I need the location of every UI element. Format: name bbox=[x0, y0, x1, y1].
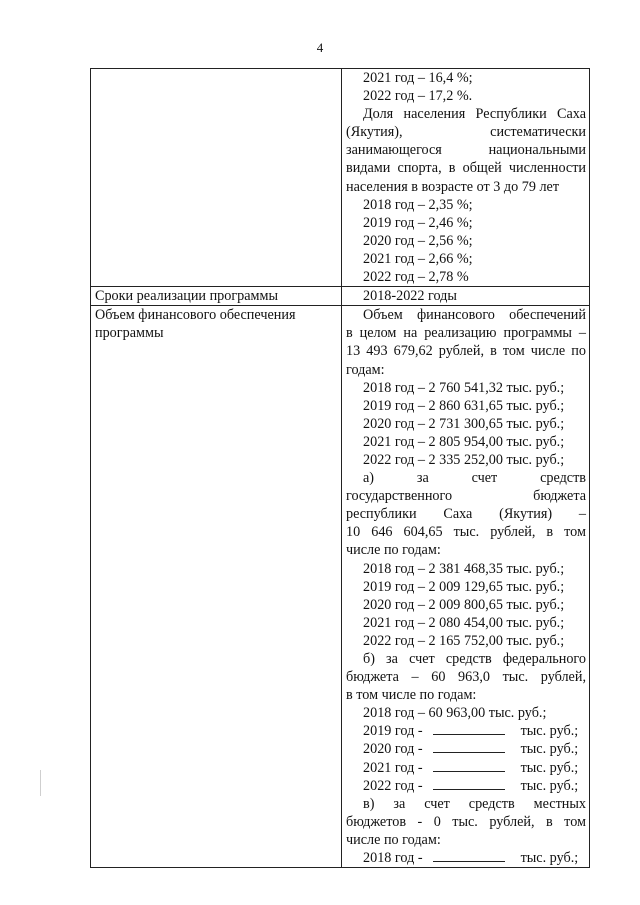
state-line: государственного бюджета bbox=[346, 488, 586, 505]
year-line: 2020 год – 2 009 800,65 тыс. руб.; bbox=[363, 596, 565, 613]
year-suffix: тыс. руб.; bbox=[520, 850, 579, 867]
indicator-line: 2022 год – 17,2 %. bbox=[363, 88, 473, 105]
total-line: в целом на реализацию программы – bbox=[346, 325, 586, 342]
table-row bbox=[91, 69, 590, 287]
total-line: 13 493 679,62 рублей, в том числе по bbox=[346, 343, 586, 360]
year-line: 2018 год – 60 963,00 тыс. руб.; bbox=[363, 705, 547, 722]
blank-underline bbox=[433, 849, 505, 862]
share-text-line: Доля населения Республики Саха bbox=[363, 106, 586, 123]
finance-value bbox=[342, 306, 590, 868]
year-suffix: тыс. руб.; bbox=[520, 777, 579, 794]
federal-line: в том числе по годам: bbox=[346, 687, 477, 704]
local-line: бюджетов - 0 тыс. рублей, в том bbox=[346, 813, 586, 830]
local-line: числе по годам: bbox=[346, 831, 441, 848]
blank-year-line bbox=[346, 759, 586, 777]
local-line: в) за счет средств местных bbox=[363, 795, 586, 812]
indicator-line: 2021 год – 16,4 %; bbox=[363, 70, 473, 86]
row-indicators-value bbox=[342, 69, 590, 287]
year-prefix: 2022 год - bbox=[363, 777, 423, 794]
year-line: 2018 год – 2 760 541,32 тыс. руб.; bbox=[363, 379, 565, 396]
terms-label: Сроки реализации программы bbox=[91, 287, 342, 306]
blank-underline bbox=[433, 777, 505, 790]
federal-line: бюджета – 60 963,0 тыс. рублей, bbox=[346, 669, 586, 686]
year-prefix: 2019 год - bbox=[363, 723, 423, 740]
blank-year-line bbox=[346, 722, 586, 740]
row-indicators-label bbox=[91, 69, 342, 287]
share-text-line: видами спорта, в общей численности bbox=[346, 160, 586, 177]
page-number: 4 bbox=[316, 40, 324, 55]
year-prefix: 2018 год - bbox=[363, 850, 423, 867]
share-text-line: занимающегося национальными bbox=[346, 142, 586, 159]
blank-underline bbox=[433, 722, 505, 735]
finance-label-line: Объем финансового обеспечения bbox=[95, 307, 296, 324]
finance-label bbox=[91, 306, 342, 868]
terms-value-text: 2018-2022 годы bbox=[363, 288, 457, 305]
year-suffix: тыс. руб.; bbox=[520, 741, 579, 758]
share-text-line: населения в возрасте от 3 до 79 лет bbox=[346, 178, 560, 195]
year-line: 2021 год – 2 805 954,00 тыс. руб.; bbox=[363, 433, 565, 450]
year-line: 2018 год – 2 381 468,35 тыс. руб.; bbox=[363, 560, 565, 577]
scan-margin-mark bbox=[40, 770, 41, 796]
blank-underline bbox=[433, 740, 505, 753]
passport-table bbox=[90, 68, 590, 868]
blank-year-line bbox=[346, 777, 586, 795]
table-row bbox=[91, 306, 590, 868]
year-line: 2020 год – 2 731 300,65 тыс. руб.; bbox=[363, 415, 565, 432]
year-line: 2019 год – 2 009 129,65 тыс. руб.; bbox=[363, 578, 565, 595]
blank-year-line bbox=[346, 849, 586, 867]
indicator-line: 2020 год – 2,56 %; bbox=[363, 232, 473, 249]
finance-label-line: программы bbox=[95, 325, 164, 342]
indicator-line: 2018 год – 2,35 %; bbox=[363, 196, 473, 213]
state-line: числе по годам: bbox=[346, 542, 441, 559]
year-prefix: 2021 год - bbox=[363, 759, 423, 776]
year-line: 2022 год – 2 335 252,00 тыс. руб.; bbox=[363, 451, 565, 468]
terms-value bbox=[342, 287, 590, 306]
year-suffix: тыс. руб.; bbox=[520, 759, 579, 776]
year-prefix: 2020 год - bbox=[363, 741, 423, 758]
total-line: Объем финансового обеспечений bbox=[363, 307, 586, 324]
state-line: а) за счет средств bbox=[363, 470, 586, 487]
federal-line: б) за счет средств федерального bbox=[363, 651, 586, 667]
year-line: 2019 год – 2 860 631,65 тыс. руб.; bbox=[363, 397, 565, 414]
year-line: 2022 год – 2 165 752,00 тыс. руб.; bbox=[363, 632, 565, 649]
total-line: годам: bbox=[346, 361, 385, 378]
blank-year-line bbox=[346, 740, 586, 758]
indicator-line: 2021 год – 2,66 %; bbox=[363, 250, 473, 267]
state-line: 10 646 604,65 тыс. рублей, в том bbox=[346, 524, 586, 541]
blank-underline bbox=[433, 759, 505, 772]
state-line: республики Саха (Якутия) – bbox=[346, 506, 586, 523]
indicator-line: 2022 год – 2,78 % bbox=[363, 269, 469, 286]
year-suffix: тыс. руб.; bbox=[520, 723, 579, 740]
indicator-line: 2019 год – 2,46 %; bbox=[363, 214, 473, 231]
table-row bbox=[91, 287, 590, 306]
share-text-line: (Якутия), систематически bbox=[346, 124, 586, 141]
year-line: 2021 год – 2 080 454,00 тыс. руб.; bbox=[363, 614, 565, 631]
